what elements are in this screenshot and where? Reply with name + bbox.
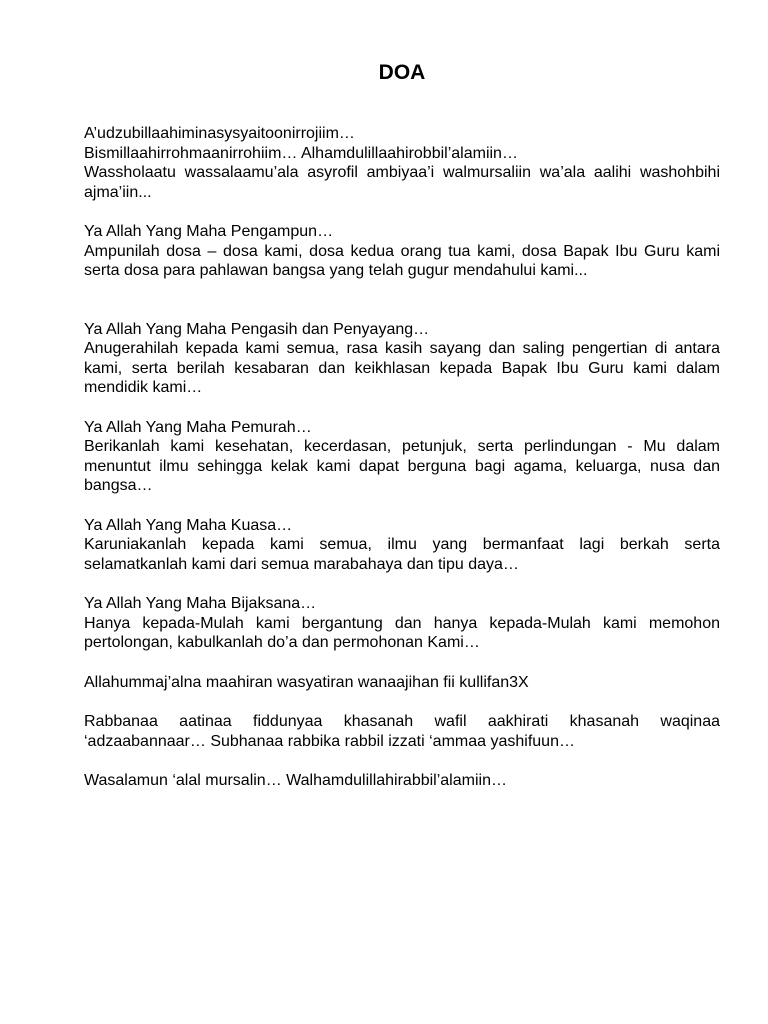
paragraph-heading: Ya Allah Yang Maha Kuasa… [84, 516, 293, 534]
paragraph-line: Anugerahilah kepada kami semua, rasa kasih sayang dan saling pengertian di antara kami, serta berilah kesabaran dan keikhlasan kepada Bapak Ibu Guru kami dalam mendidik kami… [84, 340, 720, 396]
paragraph-kuasa [84, 516, 720, 575]
paragraph-opening [84, 124, 720, 202]
paragraph-line: Wasalamun ‘alal mursalin… Walhamdulillahirabbil’alamiin… [84, 772, 507, 789]
paragraph-bijaksana [84, 594, 720, 653]
paragraph-line: A’udzubillaahiminasysyaitoonirrojiim… [84, 125, 355, 142]
paragraph-line: Wassholaatu wassalaamu’ala asyrofil ambiyaa’i walmursaliin wa’ala aalihi washohbihi ajma’iin... [84, 164, 720, 201]
paragraph-line: Ampunilah dosa – dosa kami, dosa kedua orang tua kami, dosa Bapak Ibu Guru kami serta dosa para pahlawan bangsa yang telah gugur mendahului kami... [84, 242, 720, 279]
paragraph-pengasih [84, 320, 720, 398]
paragraph-rabbanaa [84, 712, 720, 751]
paragraph-heading: Ya Allah Yang Maha Pengasih dan Penyayang… [84, 320, 430, 338]
paragraph-line: Berikanlah kami kesehatan, kecerdasan, petunjuk, serta perlindungan - Mu dalam menuntut ilmu sehingga kelak kami dapat berguna bagi agama, keluarga, nusa dan bangsa… [84, 438, 720, 494]
paragraph-heading: Ya Allah Yang Maha Pemurah… [84, 418, 312, 436]
document-page [84, 60, 720, 811]
paragraph-line: Allahummaj’alna maahiran wasyatiran wanaajihan fii kullifan3X [84, 673, 529, 691]
paragraph-line: Rabbanaa aatinaa fiddunyaa khasanah wafil aakhirati khasanah waqinaa ‘adzaabannaar… Subhanaa rabbika rabbil izzati ‘ammaa yashifuun… [84, 713, 720, 750]
paragraph-line: Bismillaahirrohmaanirrohiim… Alhamdulillaahirobbil’alamiin… [84, 144, 518, 162]
paragraph-line: Karuniakanlah kepada kami semua, ilmu yang bermanfaat lagi berkah serta selamatkanlah kami dari semua marabahaya dan tipu daya… [84, 536, 720, 573]
paragraph-pengampun [84, 222, 720, 281]
paragraph-heading: Ya Allah Yang Maha Bijaksana… [84, 595, 317, 612]
document-title: DOA [378, 61, 426, 84]
paragraph-pemurah [84, 418, 720, 496]
paragraph-allahummaj [84, 673, 720, 693]
paragraph-heading: Ya Allah Yang Maha Pengampun… [84, 223, 334, 240]
paragraph-line: Hanya kepada-Mulah kami bergantung dan hanya kepada-Mulah kami memohon pertolongan, kabulkanlah do’a dan permohonan Kami… [84, 614, 720, 651]
paragraph-closing [84, 771, 720, 791]
